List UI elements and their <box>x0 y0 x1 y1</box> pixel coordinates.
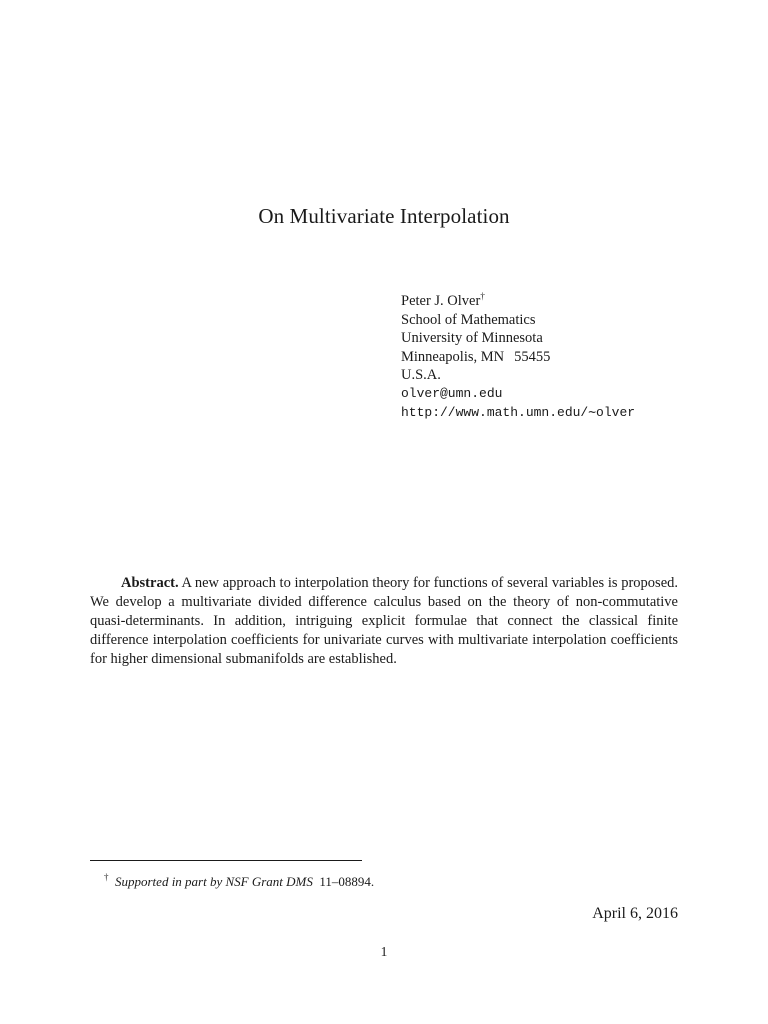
author-name-line <box>401 292 635 311</box>
abstract-label: Abstract. <box>121 575 179 591</box>
author-university: University of Minnesota <box>401 330 543 347</box>
paper-title: On Multivariate Interpolation <box>258 204 510 228</box>
footnote-grant-number: 11–08894. <box>319 874 375 889</box>
abstract <box>90 574 678 669</box>
author-department: School of Mathematics <box>401 311 536 328</box>
author-name: Peter J. Olver <box>401 293 481 309</box>
page-number: 1 <box>380 944 388 959</box>
footnote-text: Supported in part by NSF Grant DMS <box>115 874 313 889</box>
author-zip: 55455 <box>514 348 551 365</box>
footnote <box>104 874 374 890</box>
author-footnote-mark: † <box>480 291 485 301</box>
footnote-rule <box>90 860 362 861</box>
author-block <box>401 292 635 422</box>
abstract-text: A new approach to interpolation theory for functions of several variables is proposed. We develop a multivariate divided difference calculus based on the theory of non-commutative quasi-determinants. In addition, intriguing explicit formulae that connect the classical finite difference interpolation coefficients for univariate curves with multivariate interpolation coefficients for higher dimensional submanifolds are established. <box>90 575 678 667</box>
author-city-line <box>401 348 635 367</box>
paper-date: April 6, 2016 <box>592 905 678 922</box>
author-email[interactable]: olver@umn.edu <box>401 385 503 401</box>
author-country: U.S.A. <box>401 367 441 384</box>
author-url[interactable]: http://www.math.umn.edu/∼olver <box>401 404 636 420</box>
footnote-mark: † <box>104 872 109 882</box>
author-city: Minneapolis, MN <box>401 348 505 365</box>
